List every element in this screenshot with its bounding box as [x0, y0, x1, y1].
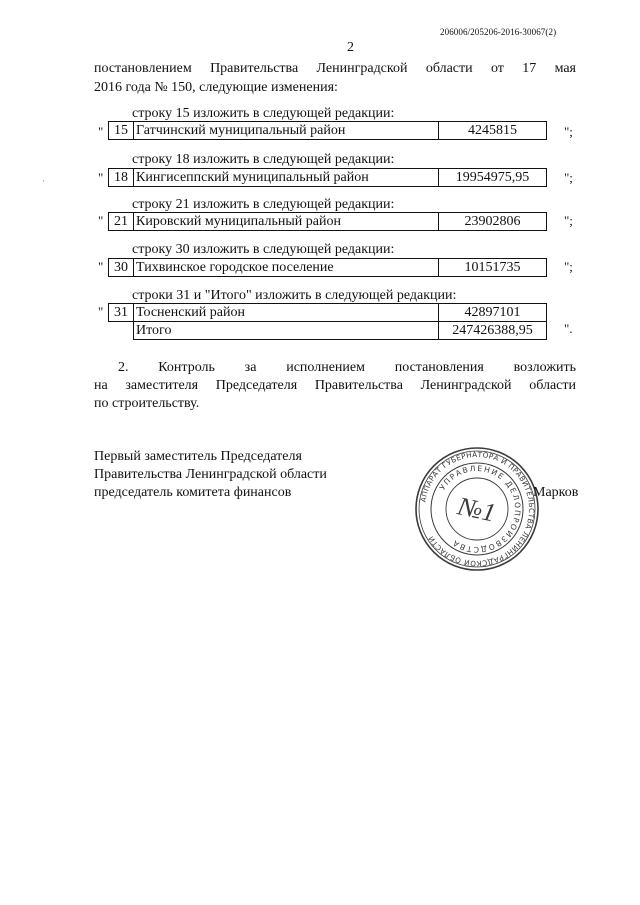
paragraph-2-line-2: на заместителя Председателя Правительства Ленинградской области: [94, 378, 576, 393]
row-number: 15: [109, 122, 134, 140]
intro-line-2: 2016 года № 150, следующие изменения:: [94, 80, 338, 95]
open-quote: ": [98, 170, 104, 185]
change-instruction: строку 18 изложить в следующей редакции:: [132, 152, 395, 167]
change-table: [108, 168, 547, 187]
document-number: 206006/205206-2016-30067(2): [440, 27, 557, 37]
scan-mark: ·: [42, 176, 45, 186]
change-table: [108, 258, 547, 277]
close-quote: ";: [564, 213, 573, 228]
row-value: 10151735: [439, 259, 547, 277]
row-value: 4245815: [439, 122, 547, 140]
table-row: [109, 259, 547, 277]
table-row: [109, 122, 547, 140]
change-table: [108, 121, 547, 140]
intro-line-1: постановлением Правительства Ленинградской области от 17 мая: [94, 61, 576, 76]
row-name: Кингисеппский муниципальный район: [134, 169, 439, 187]
signatory-title-line-1: Первый заместитель Председателя: [94, 449, 302, 464]
paragraph-2-line-3: по строительству.: [94, 396, 200, 411]
signatory-title-line-3: председатель комитета финансов: [94, 485, 292, 500]
signatory-name: Марков: [533, 485, 579, 500]
row-name: Итого: [134, 322, 439, 340]
change-instruction: строку 21 изложить в следующей редакции:: [132, 197, 395, 212]
row-number: 21: [109, 213, 134, 231]
table-row: [109, 169, 547, 187]
open-quote: ": [98, 124, 104, 139]
row-number: [109, 322, 134, 340]
change-instruction: строку 30 изложить в следующей редакции:: [132, 242, 395, 257]
close-quote: ";: [564, 170, 573, 185]
close-quote: ";: [564, 124, 573, 139]
row-value: 23902806: [439, 213, 547, 231]
row-name: Тихвинское городское поселение: [134, 259, 439, 277]
row-number: 31: [109, 304, 134, 322]
paragraph-2-line-1: 2. Контроль за исполнением постановления возложить: [118, 360, 576, 375]
row-name: Гатчинский муниципальный район: [134, 122, 439, 140]
row-name: Кировский муниципальный район: [134, 213, 439, 231]
row-name: Тосненский район: [134, 304, 439, 322]
stamp-outer-text: АППАРАТ ГУБЕРНАТОРА И ПРАВИТЕЛЬСТВА ЛЕНИНГРАДСКОЙ ОБЛАСТИ: [418, 449, 537, 569]
table-row: [109, 304, 547, 322]
close-quote: ";: [564, 259, 573, 274]
close-quote: ".: [564, 321, 573, 336]
signatory-title-line-2: Правительства Ленинградской области: [94, 467, 327, 482]
change-instruction: строки 31 и "Итого" изложить в следующей редакции:: [132, 288, 457, 303]
page-number: 2: [347, 40, 354, 55]
row-value: 247426388,95: [439, 322, 547, 340]
stamp-center-text: №1: [455, 491, 499, 528]
open-quote: ": [98, 259, 104, 274]
table-row: [109, 213, 547, 231]
open-quote: ": [98, 304, 104, 319]
table-row: [109, 322, 547, 340]
row-number: 18: [109, 169, 134, 187]
open-quote: ": [98, 213, 104, 228]
row-value: 42897101: [439, 304, 547, 322]
change-table: [108, 303, 547, 340]
row-value: 19954975,95: [439, 169, 547, 187]
stamp-inner-text: УПРАВЛЕНИЕ ДЕЛОПРОИЗВОДСТВА: [437, 463, 523, 555]
row-number: 30: [109, 259, 134, 277]
change-table: [108, 212, 547, 231]
stamp-seal-icon: [414, 446, 540, 572]
change-instruction: строку 15 изложить в следующей редакции:: [132, 106, 395, 121]
